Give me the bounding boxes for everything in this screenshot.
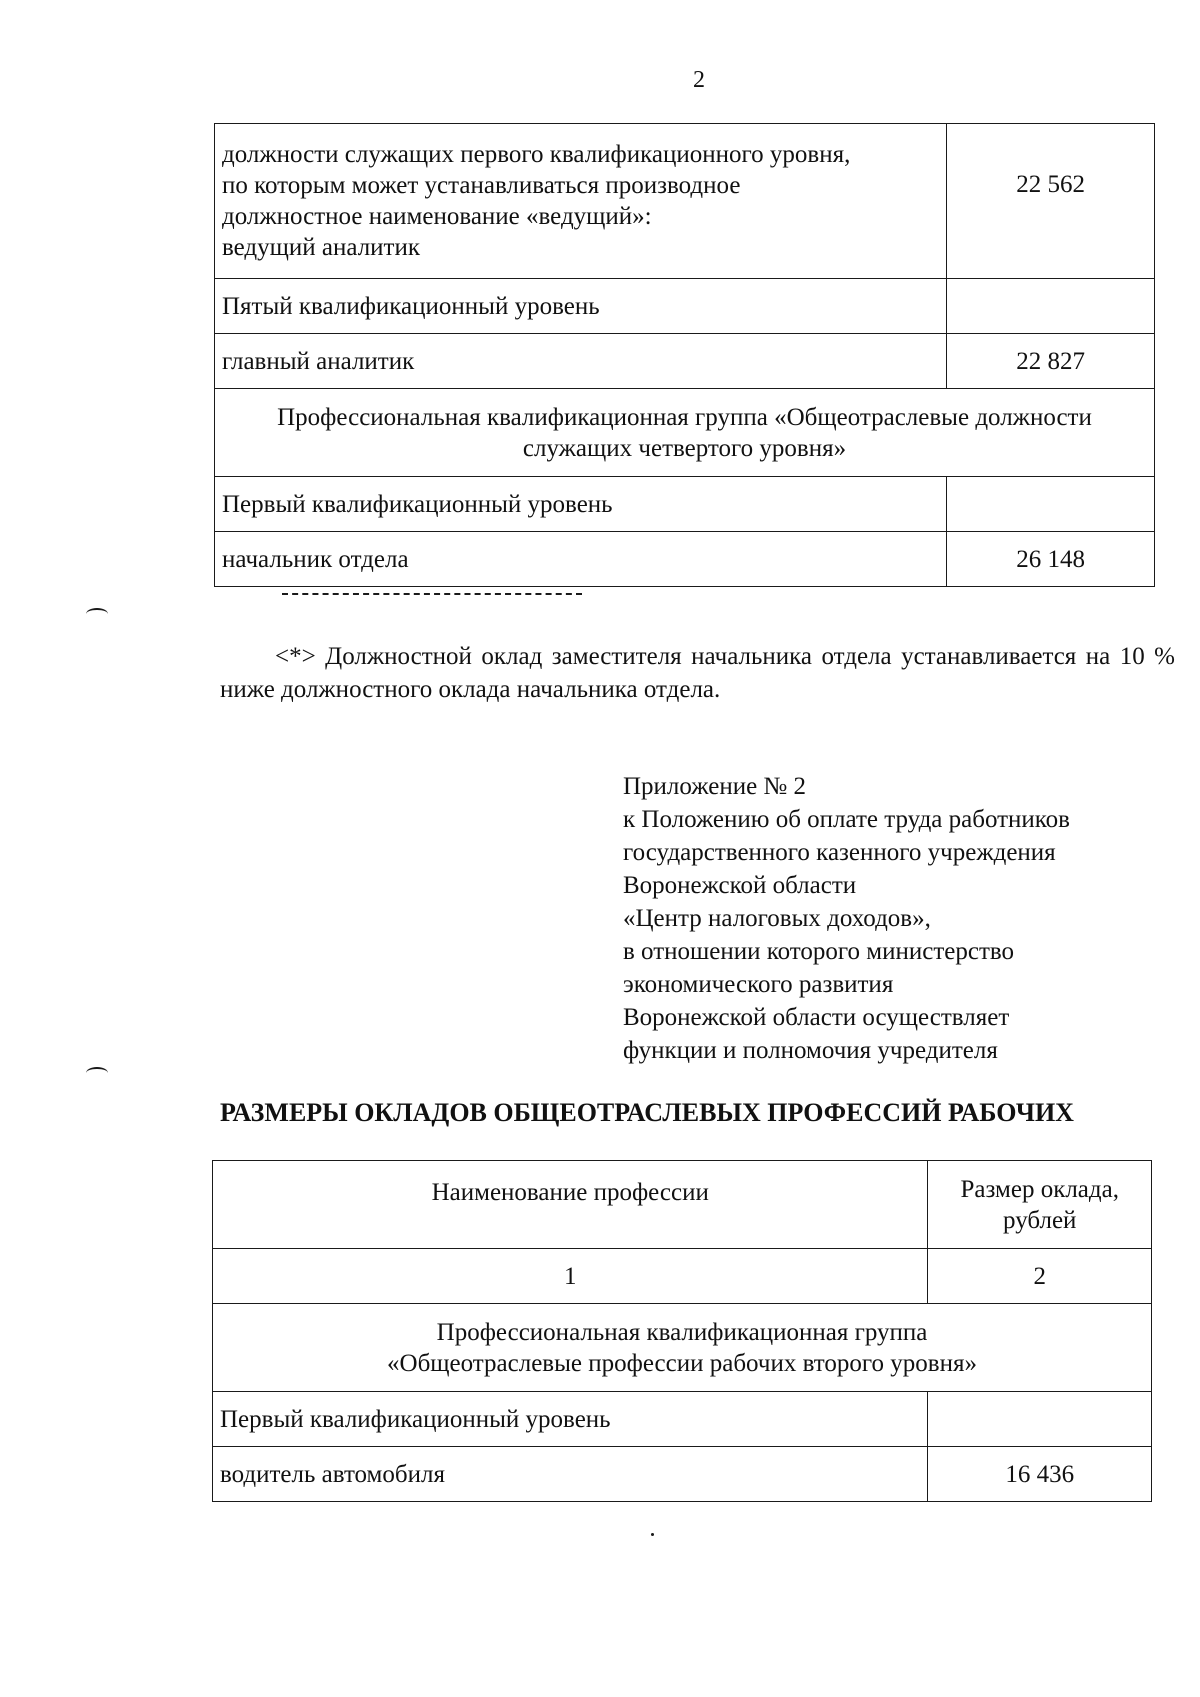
appendix-heading xyxy=(623,770,1183,1067)
position-name-line: по которым может устанавливаться производное xyxy=(222,172,741,199)
footnote: <*> Должностной оклад заместителя начальника отдела устанавливается на 10 % ниже должностного оклада начальника отдела. xyxy=(220,643,1175,703)
column-numbering-row xyxy=(213,1249,1152,1304)
scan-dot xyxy=(651,1533,654,1536)
appendix-line: функции и полномочия учредителя xyxy=(623,1037,998,1064)
column-number: 1 xyxy=(213,1249,928,1304)
column-header-line: Размер оклада, xyxy=(960,1175,1119,1203)
salary-value: 22 562 xyxy=(1016,171,1086,198)
salary-value-cell xyxy=(947,124,1155,279)
qualification-level-cell: Пятый квалификационный уровень xyxy=(215,279,947,334)
salary-table-workers xyxy=(212,1160,1152,1502)
appendix-line: Воронежской области xyxy=(623,872,857,899)
page-number-text: 2 xyxy=(693,67,705,93)
qualification-group-line: служащих четвертого уровня» xyxy=(522,434,847,462)
qualification-level-cell: Первый квалификационный уровень xyxy=(215,477,947,532)
position-name-cell: начальник отдела xyxy=(215,532,947,587)
column-header-line: рублей xyxy=(1003,1206,1077,1234)
table-row xyxy=(213,1447,1152,1502)
table-row xyxy=(215,334,1155,389)
appendix-line: в отношении которого министерство xyxy=(623,938,1015,965)
salary-value-cell: 22 827 xyxy=(947,334,1155,389)
appendix-line: Приложение № 2 xyxy=(623,773,807,800)
column-header-profession xyxy=(213,1161,928,1249)
table-row xyxy=(213,1392,1152,1447)
position-name-line: ведущий аналитик xyxy=(222,234,420,261)
margin-mark xyxy=(86,608,108,620)
table-row xyxy=(215,279,1155,334)
table-row xyxy=(213,1304,1152,1392)
appendix-line: экономического развития xyxy=(623,971,894,998)
salary-value-cell xyxy=(947,477,1155,532)
column-number: 2 xyxy=(928,1249,1152,1304)
column-header-salary xyxy=(928,1161,1152,1249)
position-name-cell: главный аналитик xyxy=(215,334,947,389)
table-header-row xyxy=(213,1161,1152,1249)
footnote-separator xyxy=(282,593,582,595)
margin-mark xyxy=(86,1067,108,1079)
qualification-group-line: «Общеотраслевые профессии рабочих второго уровня» xyxy=(387,1349,977,1377)
section-title: РАЗМЕРЫ ОКЛАДОВ ОБЩЕОТРАСЛЕВЫХ ПРОФЕССИЙ РАБОЧИХ xyxy=(220,1098,1074,1127)
salary-value-cell xyxy=(928,1392,1152,1447)
table-row xyxy=(215,477,1155,532)
appendix-line: «Центр налоговых доходов», xyxy=(623,905,931,932)
qualification-level-cell: Первый квалификационный уровень xyxy=(213,1392,928,1447)
profession-name-cell: водитель автомобиля xyxy=(213,1447,928,1502)
appendix-line: Воронежской области осуществляет xyxy=(623,1004,1010,1031)
column-header-text: Наименование профессии xyxy=(431,1179,709,1206)
page-number xyxy=(0,64,1200,96)
table-row xyxy=(215,389,1155,477)
qualification-group-line: Профессиональная квалификационная группа «Общеотраслевые должности xyxy=(277,403,1092,431)
table-row xyxy=(215,532,1155,587)
position-name-line: должности служащих первого квалификационного уровня, xyxy=(222,141,851,168)
position-name-cell xyxy=(215,124,947,279)
salary-value-cell: 16 436 xyxy=(928,1447,1152,1502)
position-name-line: должностное наименование «ведущий»: xyxy=(222,203,652,230)
salary-value-cell xyxy=(947,279,1155,334)
qualification-group-cell xyxy=(213,1304,1152,1392)
table-row xyxy=(215,124,1155,279)
salary-value-cell: 26 148 xyxy=(947,532,1155,587)
salary-table-employees xyxy=(214,123,1155,587)
appendix-line: к Положению об оплате труда работников xyxy=(623,806,1070,833)
qualification-group-cell xyxy=(215,389,1155,477)
qualification-group-line: Профессиональная квалификационная группа xyxy=(436,1318,928,1346)
appendix-line: государственного казенного учреждения xyxy=(623,839,1056,866)
